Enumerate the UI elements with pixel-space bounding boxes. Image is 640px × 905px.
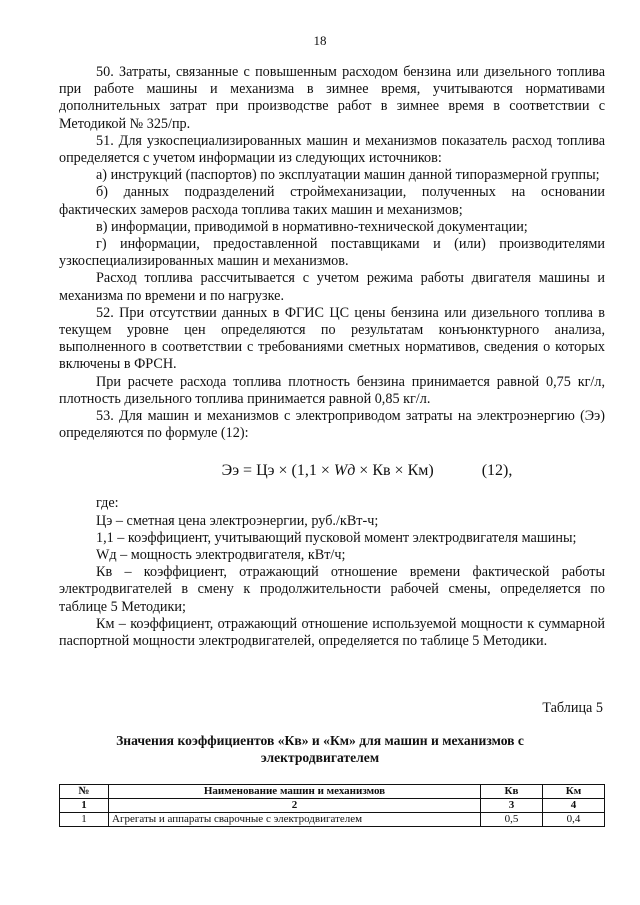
definition-price: Цэ – сметная цена электроэнергии, руб./кВт-ч; (96, 512, 379, 529)
paragraph-52-density: При расчете расхода топлива плотность бензина принимается равной 0,75 кг/л, плотность дизельного топлива принимается равной 0,85 кг/л. (59, 373, 605, 407)
table-numbering-row (60, 799, 605, 813)
paragraph-50: 50. Затраты, связанные с повышенным расходом бензина или дизельного топлива при работе машины и механизма в зимнее время, учитываются нормативами дополнительных затрат при производстве работ в зимнее время в соответствии с Методикой № 325/пр. (59, 64, 605, 132)
header-kv: Кв (481, 785, 543, 799)
header-name: Наименование машин и механизмов (109, 785, 481, 799)
page-number: 18 (313, 33, 327, 48)
numbering-cell: 1 (60, 799, 109, 813)
table-label: Таблица 5 (542, 700, 603, 716)
list-item-d: г) информации, предоставленной поставщиками и (или) производителями узкоспециализированных машин и механизмов. (59, 236, 605, 270)
definition-power: Wд – мощность электродвигателя, кВт/ч; (96, 547, 346, 564)
table-row (60, 813, 605, 827)
list-item-c: в) информации, приводимой в нормативно-технической документации; (96, 218, 528, 235)
table-title: Значения коэффициентов «Кв» и «Км» для машин и механизмов с электродвигателем (116, 733, 524, 765)
definition-km: Км – коэффициент, отражающий отношение используемой мощности к суммарной паспортной мощности электродвигателей, определяется по таблице 5 Методики. (59, 615, 605, 650)
row-number: 1 (60, 813, 109, 827)
row-kv: 0,5 (481, 813, 543, 827)
coefficients-table (59, 784, 605, 827)
header-km: Км (543, 785, 605, 799)
formula-rhs: × Кв × Км) (355, 462, 434, 480)
document-body (59, 64, 605, 650)
formula-12 (59, 461, 605, 481)
header-number: № (60, 785, 109, 799)
formula-power-var: Wд (333, 462, 356, 480)
paragraph-53: 53. Для машин и механизмов с электроприводом затраты на электроэнергию (Ээ) определяются по формуле (12): (59, 408, 605, 442)
formula-lhs: Ээ = Цэ × (1,1 × (221, 462, 334, 480)
row-name: Агрегаты и аппараты сварочные с электродвигателем (109, 813, 481, 827)
paragraph-51: 51. Для узкоспециализированных машин и механизмов показатель расход топлива определяется с учетом информации из следующих источников: (59, 132, 605, 167)
numbering-cell: 3 (481, 799, 543, 813)
where-label: где: (96, 495, 119, 512)
list-item-a: а) инструкций (паспортов) по эксплуатации машин данной типоразмерной группы; (96, 167, 600, 184)
definition-start-coef: 1,1 – коэффициент, учитывающий пусковой момент электродвигателя машины; (96, 529, 577, 546)
paragraph-52: 52. При отсутствии данных в ФГИС ЦС цены бензина или дизельного топлива в текущем уровне цен определяются по результатам конъюнктурного анализа, выполненного в соответствии с требованиями сметных нормативов, сведения о которых включены в ФРСН. (59, 304, 605, 373)
definition-kv: Кв – коэффициент, отражающий отношение времени фактической работы электродвигателей в смену к продолжительности рабочей смены, определяется по таблице 5 Методики; (59, 564, 605, 615)
paragraph-51-note: Расход топлива рассчитывается с учетом режима работы двигателя машины и механизма по времени и по нагрузке. (59, 270, 605, 304)
row-km: 0,4 (543, 813, 605, 827)
formula-number: (12), (481, 462, 513, 480)
list-item-b: б) данных подразделений строймеханизации, полученных на основании фактических замеров расхода топлива таких машин и механизмов; (59, 184, 605, 218)
table-header-row (60, 785, 605, 799)
numbering-cell: 4 (543, 799, 605, 813)
numbering-cell: 2 (109, 799, 481, 813)
